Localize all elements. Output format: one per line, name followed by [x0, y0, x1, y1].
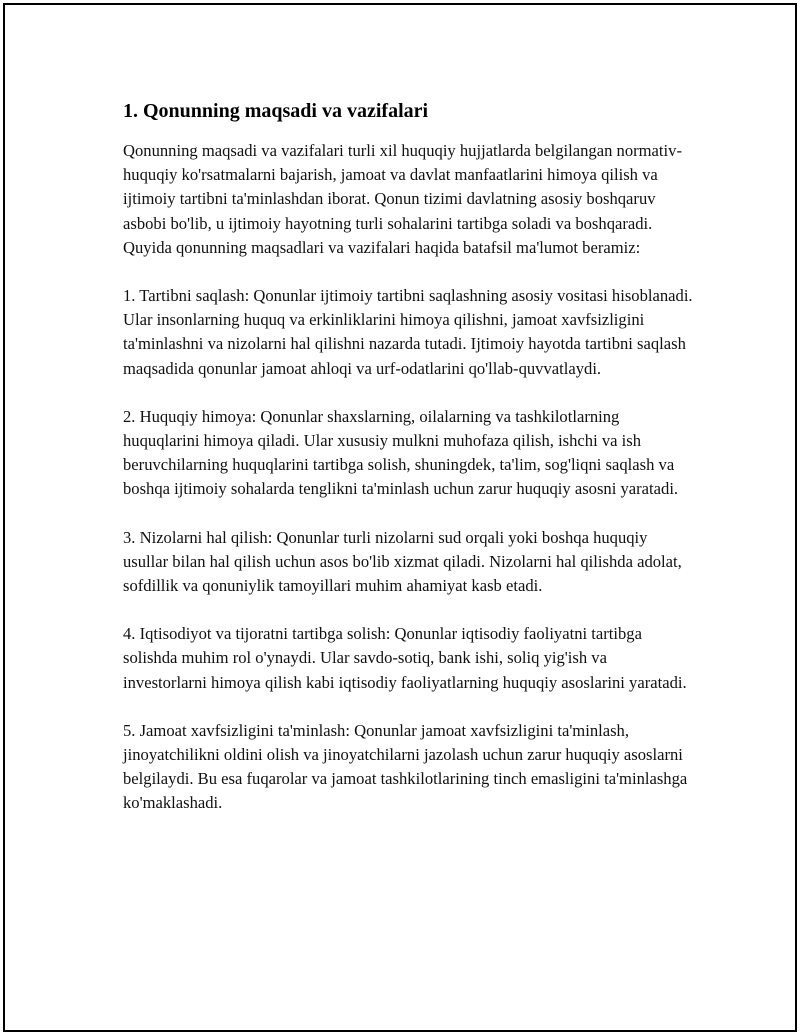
document-title: 1. Qonunning maqsadi va vazifalari: [123, 100, 429, 122]
page-frame: [3, 3, 797, 1032]
list-item: 1. Tartibni saqlash: Qonunlar ijtimoiy tartibni saqlashning asosiy vositasi hisoblanadi. Ular insonlarning huquq va erkinliklarini himoya qilishni, jamoat xavfsizligini ta'minlashni va nizolarni hal qilishni nazarda tutadi. Ijtimoiy hayotda tartibni saqlash maqsadida qonunlar jamoat ahloqi va urf-odatlarini qo'llab-quvvatlaydi.: [123, 286, 693, 378]
list-item: 3. Nizolarni hal qilish: Qonunlar turli nizolarni sud orqali yoki boshqa huquqiy usullar bilan hal qilish uchun asos bo'lib xizmat qiladi. Nizolarni hal qilishda adolat, sofdillik va qonuniylik tamoyillari muhim ahamiyat kasb etadi.: [123, 527, 682, 596]
document-body: [123, 97, 693, 840]
list-item: 2. Huquqiy himoya: Qonunlar shaxslarning, oilalarning va tashkilotlarning huquqlarini himoya qiladi. Ular xususiy mulkni muhofaza qilish, ishchi va ish beruvchilarning huquqlarini tartibga solish, shuningdek, ta'lim, sog'liqni saqlash va boshqa ijtimoiy sohalarda tenglikni ta'minlash uchun zarur huquqiy asosni yaratadi.: [123, 406, 679, 499]
list-item: 4. Iqtisodiyot va tijoratni tartibga solish: Qonunlar iqtisodiy faoliyatni tartibga solishda muhim rol o'ynaydi. Ular savdo-sotiq, bank ishi, soliq yig'ish va investorlarni himoya qilish kabi iqtisodiy faoliyatlarning huquqiy asoslarini yaratadi.: [123, 624, 687, 692]
list-item: 5. Jamoat xavfsizligini ta'minlash: Qonunlar jamoat xavfsizligini ta'minlash, jinoyatchilikni oldini olish va jinoyatchilarni jazolash uchun zarur huquqiy asoslarni belgilaydi. Bu esa fuqarolar va jamoat tashkilotlarining tinch emasligini ta'minlashga ko'maklashadi.: [123, 720, 688, 813]
intro-paragraph: Qonunning maqsadi va vazifalari turli xil huquqiy hujjatlarda belgilangan normativ-huquqiy ko'rsatmalarni bajarish, jamoat va davlat manfaatlarini himoya qilish va ijtimoiy tartibni ta'minlashdan iborat. Qonun tizimi davlatning asosiy boshqaruv asbobi bo'lib, u ijtimoiy hayotning turli sohalarini tartibga soladi va boshqaradi. Quyida qonunning maqsadlari va vazifalari haqida batafsil ma'lumot beramiz:: [123, 141, 682, 257]
